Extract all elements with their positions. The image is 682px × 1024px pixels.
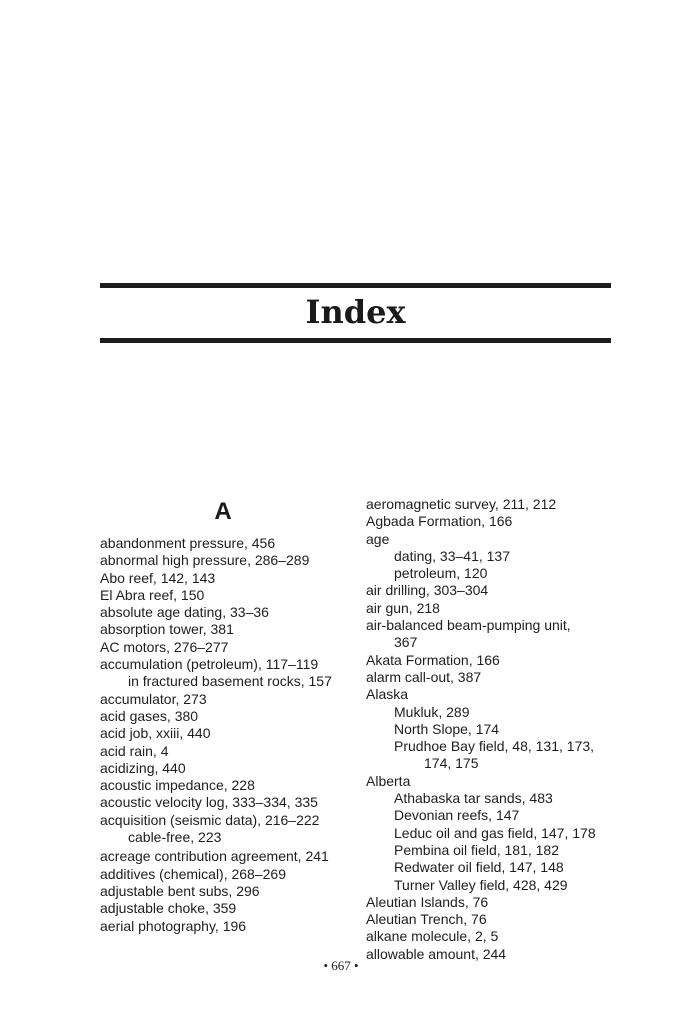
index-entry: age [366, 530, 390, 547]
section-letter: A [214, 498, 232, 525]
index-entry: air-balanced beam-pumping unit, [366, 617, 571, 634]
index-subentry: Prudhoe Bay field, 48, 131, 173, [394, 738, 595, 755]
page-number: • 667 • [323, 958, 359, 973]
index-subentry: in fractured basement rocks, 157 [128, 673, 332, 690]
index-entry: acid gases, 380 [100, 707, 199, 724]
index-entry: absolute age dating, 33–36 [100, 604, 269, 621]
index-entry: acoustic impedance, 228 [100, 777, 255, 794]
index-entry: air drilling, 303–304 [366, 582, 489, 599]
index-entry: El Abra reef, 150 [100, 586, 205, 603]
index-entry-continuation: 367 [394, 634, 418, 651]
index-entry: aerial photography, 196 [100, 917, 247, 934]
index-entry: acquisition (seismic data), 216–222 [100, 811, 320, 828]
index-entry: abandonment pressure, 456 [100, 535, 276, 551]
index-entry: acreage contribution agreement, 241 [100, 848, 329, 865]
title-rule-bottom [100, 338, 611, 343]
index-entry: aeromagnetic survey, 211, 212 [366, 496, 557, 512]
index-entry: acid rain, 4 [100, 742, 169, 759]
index-subentry: Turner Valley field, 428, 429 [394, 876, 568, 893]
index-subentry: Mukluk, 289 [394, 703, 470, 720]
index-entry: Aleutian Islands, 76 [366, 893, 489, 910]
index-entry: allowable amount, 244 [366, 945, 507, 962]
index-entry: accumulator, 273 [100, 690, 207, 707]
index-entry: acid job, xxiii, 440 [100, 725, 211, 742]
index-entry: AC motors, 276–277 [100, 638, 229, 655]
index-entry: Alaska [366, 686, 409, 703]
index-entry: Agbada Formation, 166 [366, 513, 513, 530]
index-entry-continuation: 174, 175 [424, 755, 479, 772]
index-entry: adjustable bent subs, 296 [100, 882, 260, 899]
index-entry: Aleutian Trench, 76 [366, 911, 487, 928]
index-entry: additives (chemical), 268–269 [100, 865, 286, 882]
index-column-right [366, 496, 628, 963]
index-entry: acoustic velocity log, 333–334, 335 [100, 794, 318, 811]
index-entry: alarm call-out, 387 [366, 668, 482, 685]
index-entry: adjustable choke, 359 [100, 900, 237, 917]
index-entry: alkane molecule, 2, 5 [366, 928, 499, 945]
page-title: Index [305, 293, 406, 331]
index-subentry: Pembina oil field, 181, 182 [394, 841, 559, 858]
index-column-left [100, 496, 362, 935]
title-rule-top [100, 283, 611, 288]
index-entry: Abo reef, 142, 143 [100, 569, 216, 586]
index-subentry: Leduc oil and gas field, 147, 178 [394, 824, 596, 841]
index-entry: Akata Formation, 166 [366, 651, 500, 668]
index-entry: abnormal high pressure, 286–289 [100, 552, 310, 569]
index-subentry: Athabaska tar sands, 483 [394, 790, 553, 807]
index-subentry: North Slope, 174 [394, 720, 500, 737]
index-entry: absorption tower, 381 [100, 621, 234, 638]
index-entry: air gun, 218 [366, 599, 440, 616]
index-entry: Alberta [366, 772, 411, 789]
index-entry: accumulation (petroleum), 117–119 [100, 656, 319, 673]
index-subentry: Devonian reefs, 147 [394, 807, 520, 824]
index-subentry: petroleum, 120 [394, 565, 488, 582]
index-subentry: cable-free, 223 [128, 829, 222, 846]
index-entry: acidizing, 440 [100, 759, 186, 776]
index-subentry: dating, 33–41, 137 [394, 547, 510, 564]
index-subentry: Redwater oil field, 147, 148 [394, 859, 564, 876]
